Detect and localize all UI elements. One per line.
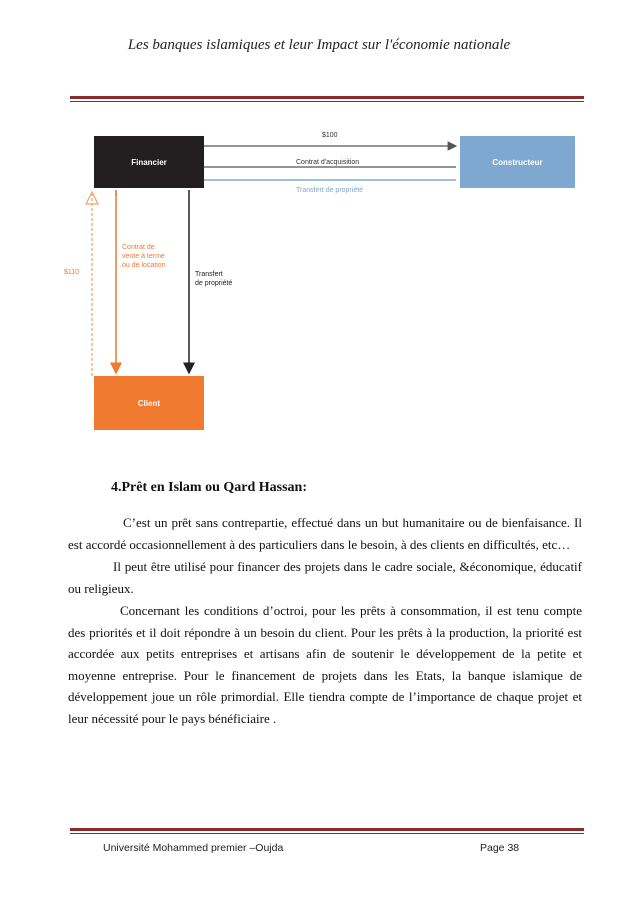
footer-university: Université Mohammed premier –Oujda: [103, 842, 284, 854]
contrat-vente-line-2: vente à terme: [122, 253, 165, 260]
paragraph-1: [68, 512, 582, 555]
contrat-vente-label: [122, 243, 166, 270]
running-header: Les banques islamiques et leur Impact sur l'économie nationale: [127, 37, 511, 53]
paragraph-2-text: Il peut être utilisé pour financer des projets dans le cadre sociale, &économique, éducatif ou religieux.: [68, 559, 582, 596]
financier-box: Financier: [94, 136, 204, 188]
page-number: Page 38: [480, 842, 520, 854]
paragraph-3-text: Concernant les conditions d’octroi, pour les prêts à consommation, il est tenu compte des priorités et il doit répondre à un besoin du client. Pour les prêts à la production, la priorité est accordée aux petits entreprises et artisans afin de soutenir le développement de la petite et moyenne entreprise. Pour le financement de projets dans les Etats, la banque islamique de développement joue un rôle primordial. Elle tiendra compte de l’importance de chaque projet et leur nécessité pour le pays bénéficiaire .: [68, 603, 582, 726]
constructeur-box: Constructeur: [460, 136, 575, 188]
paragraph-1-text: C’est un prêt sans contrepartie, effectué dans un but humanitaire ou de bienfaisance. Il est accordé occasionnellement à des particuliers dans le besoin, à des clients en difficultés, etc…: [68, 515, 582, 552]
contrat-vente-line-1: Contrat de: [122, 244, 155, 251]
header-rule: [70, 96, 584, 99]
transfert-mid-line-1: Transfert: [195, 271, 223, 278]
transfert-propriete-mid-label: [195, 270, 232, 288]
section-heading: 4.Prêt en Islam ou Qard Hassan:: [111, 480, 307, 495]
client-box: Client: [94, 376, 204, 430]
amount-100-label: $100: [322, 132, 338, 139]
paragraph-2: [68, 556, 582, 599]
paragraph-3: [68, 600, 582, 729]
financing-diagram: [64, 118, 592, 446]
contrat-acquisition-label: Contrat d'acquisition: [296, 159, 360, 166]
footer-rule-thin: [70, 833, 584, 834]
header-rule-thin: [70, 101, 584, 102]
contrat-vente-line-3: ou de location: [122, 262, 166, 269]
transfert-propriete-top-label: Transfert de propriété: [296, 187, 364, 194]
amount-110-label: $110: [64, 269, 80, 276]
transfert-mid-line-2: de propriété: [195, 280, 233, 287]
footer-rule: [70, 828, 584, 831]
